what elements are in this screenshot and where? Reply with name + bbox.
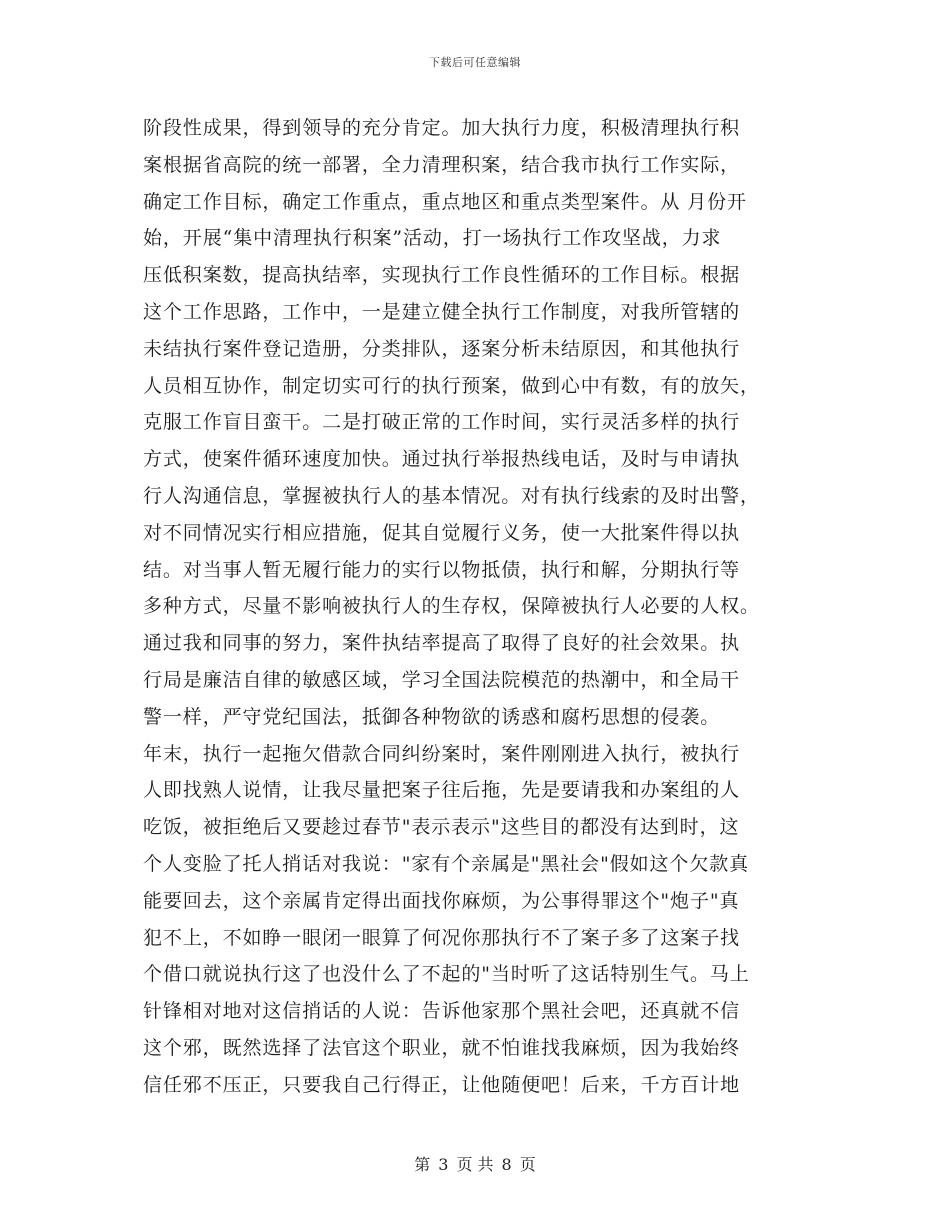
text-line: 人员相互协作，制定切实可行的执行预案，做到心中有数，有的放矢， xyxy=(143,374,760,397)
page-label-middle: 页 共 xyxy=(456,1155,494,1174)
text-line: 方式，使案件循环速度加快。通过执行举报热线电话，及时与申请执 xyxy=(143,448,741,471)
text-line: 压低积案数，提高执结率，实现执行工作良性循环的工作目标。根据 xyxy=(143,264,741,287)
text-line: 犯不上，不如睁一眼闭一眼算了何况你那执行不了案子多了这案子找 xyxy=(143,926,741,949)
current-page-number: 3 xyxy=(438,1155,449,1174)
text-line: 信任邪不压正，只要我自己行得正，让他随便吧！后来，千方百计地 xyxy=(143,1073,741,1096)
text-line: 吃饭，被拒绝后又要趁过春节"表示表示"这些目的都没有达到时，这 xyxy=(143,816,740,839)
text-line: 这个工作思路，工作中，一是建立健全执行工作制度，对我所管辖的 xyxy=(143,300,741,323)
text-line: 对不同情况实行相应措施，促其自觉履行义务，使一大批案件得以执 xyxy=(143,521,741,544)
page-label-prefix: 第 xyxy=(414,1155,431,1174)
text-line: 个人变脸了托人捎话对我说："家有个亲属是"黑社会"假如这个欠款真 xyxy=(143,852,750,875)
text-line: 行人沟通信息，掌握被执行人的基本情况。对有执行线索的及时出警， xyxy=(143,484,760,507)
page-header: 下载后可任意编辑 xyxy=(429,56,521,69)
text-line: 确定工作目标，确定工作重点，重点地区和重点类型案件。从 月份开 xyxy=(143,190,747,213)
text-line: 结。对当事人暂无履行能力的实行以物抵债，执行和解，分期执行等 xyxy=(143,558,741,581)
text-line: 克服工作盲目蛮干。二是打破正常的工作时间，实行灵活多样的执行 xyxy=(143,411,741,434)
text-line: 针锋相对地对这信捎话的人说：告诉他家那个黑社会吧，还真就不信 xyxy=(143,1000,741,1023)
text-line: 人即找熟人说情，让我尽量把案子往后拖，先是要请我和办案组的人 xyxy=(143,779,741,802)
text-line: 未结执行案件登记造册，分类排队，逐案分析未结原因，和其他执行 xyxy=(143,337,741,360)
total-page-number: 8 xyxy=(501,1155,512,1174)
text-line: 通过我和同事的努力，案件执结率提高了取得了良好的社会效果。执 xyxy=(143,632,741,655)
text-line: 能要回去，这个亲属肯定得出面找你麻烦，为公事得罪这个"炮子"真 xyxy=(143,889,740,912)
text-line: 警一样，严守党纪国法，抵御各种物欲的诱惑和腐朽思想的侵袭。 xyxy=(143,705,721,728)
page-label-suffix: 页 xyxy=(519,1155,536,1174)
text-line: 阶段性成果，得到领导的充分肯定。加大执行力度，积极清理执行积 xyxy=(143,117,741,139)
text-line: 多种方式，尽量不影响被执行人的生存权，保障被执行人必要的人权。 xyxy=(143,595,760,618)
text-line: 这个邪，既然选择了法官这个职业，就不怕谁找我麻烦，因为我始终 xyxy=(143,1036,741,1059)
page-footer xyxy=(0,1152,950,1175)
text-line: 行局是廉洁自律的敏感区域，学习全国法院模范的热潮中，和全局干 xyxy=(143,668,741,691)
text-line: 年末，执行一起拖欠借款合同纠纷案时，案件刚刚进入执行，被执行 xyxy=(143,742,741,765)
text-line: 案根据省高院的统一部署，全力清理积案，结合我市执行工作实际， xyxy=(143,153,741,176)
text-line: 个借口就说执行这了也没什么了不起的"当时听了这话特别生气。马上 xyxy=(143,963,750,986)
document-body xyxy=(143,110,807,1104)
text-line: 始，开展“集中清理执行积案”活动，打一场执行工作攻坚战，力求 xyxy=(143,227,722,250)
